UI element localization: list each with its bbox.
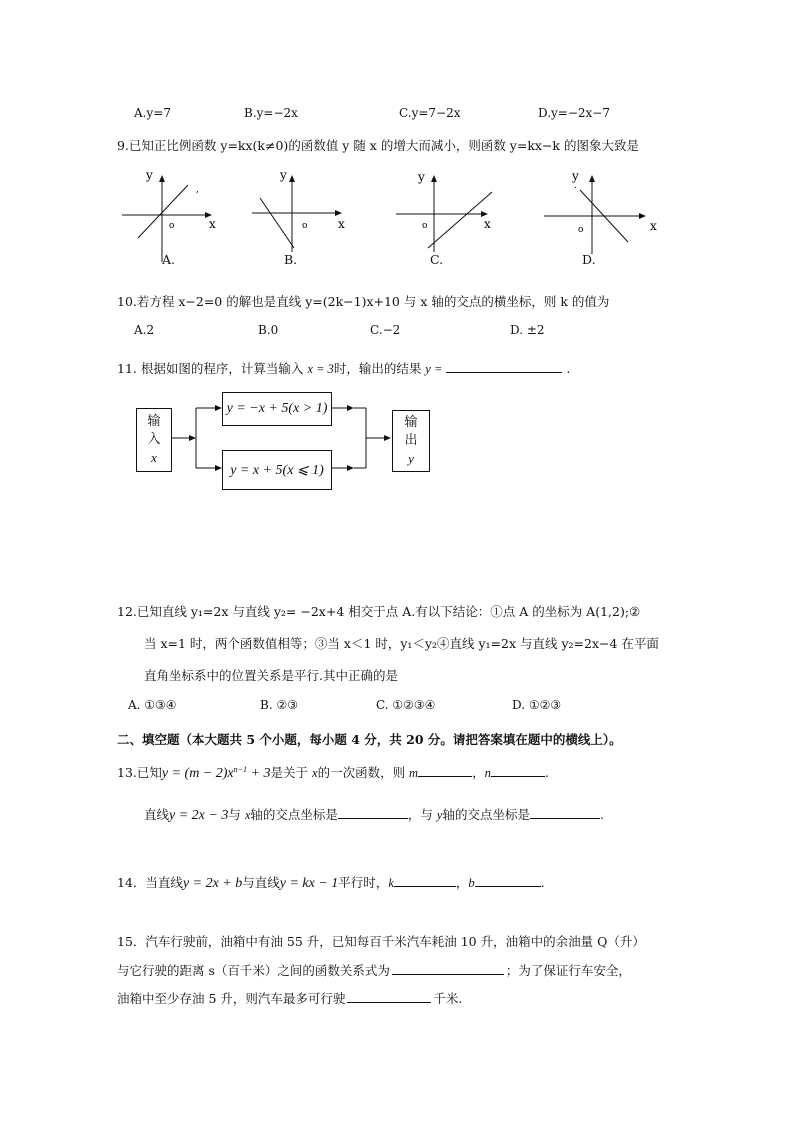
graph-d-x-label: x — [650, 219, 657, 233]
q12-line2: 当 x=1 时，两个函数值相等；③当 x＜1 时，y₁＜y₂④直线 y₁=2x 与直线 y₂=2x−4 在平面 — [144, 636, 659, 651]
q8-option-a: A.y=7 — [134, 106, 171, 120]
graph-a-label: A. — [162, 252, 176, 267]
q12-option-a: A. ①③④ — [128, 698, 177, 712]
q12-line3: 直角坐标系中的位置关系是平行.其中正确的是 — [144, 668, 398, 683]
graph-a-origin: o — [169, 221, 175, 231]
graph-c-origin: o — [422, 221, 428, 231]
q14-b-blank[interactable] — [475, 872, 541, 887]
q12-option-b: B. ②③ — [260, 698, 298, 712]
q13-line2: 直线y = 2x − 3与 x轴的交点坐标是 ，与 y轴的交点坐标是 . — [144, 804, 604, 824]
flow-formula-top: y = −x + 5(x > 1) — [222, 392, 332, 426]
graph-c-label: C. — [430, 252, 444, 267]
graph-b-x-label: x — [338, 217, 345, 231]
q13-x-intercept-blank[interactable] — [338, 804, 408, 819]
q15-function-blank[interactable] — [392, 960, 504, 975]
q12-option-d: D. ①②③ — [512, 698, 562, 712]
graph-d-y-label: y — [572, 170, 579, 183]
flow-formula-bottom: y = x + 5(x ⩽ 1) — [222, 450, 332, 490]
svg-text:,: , — [196, 185, 199, 195]
graph-a-y-label: y — [146, 170, 153, 182]
q11-answer-blank[interactable] — [446, 358, 562, 373]
section-2-heading: 二、填空题（本大题共 5 个小题，每小题 4 分，共 20 分。请把答案填在题中的横线上）。 — [117, 732, 622, 747]
q15-distance-blank[interactable] — [347, 988, 431, 1003]
q13-n-blank[interactable] — [491, 762, 545, 777]
flow-output-box: 输 出 y — [392, 410, 430, 472]
q10-option-d: D. ±2 — [510, 323, 545, 337]
graph-d-origin: o — [578, 225, 584, 235]
graph-a-x-label: x — [209, 217, 216, 231]
graph-d — [542, 170, 662, 270]
graph-c-y-label: y — [418, 170, 425, 184]
q15-line2: 与它行驶的距离 s（百千米）之间的函数关系式为 ；为了保证行车安全， — [117, 960, 631, 979]
graph-b-origin: o — [302, 221, 308, 231]
svg-text:.: . — [574, 181, 577, 191]
graph-d-label: D. — [582, 252, 596, 267]
q14-k-blank[interactable] — [394, 872, 456, 887]
q15-line3: 油箱中至少存油 5 升，则汽车最多可行驶 千米. — [117, 988, 462, 1007]
q8-option-b: B.y=−2x — [244, 106, 298, 120]
graph-c-x-label: x — [484, 217, 491, 231]
q8-option-d: D.y=−2x−7 — [538, 106, 610, 120]
q10-option-c: C.−2 — [370, 323, 401, 337]
q10-text: 10.若方程 x−2=0 的解也是直线 y=(2k−1)x+10 与 x 轴的交点的横坐标，则 k 的值为 — [117, 294, 610, 309]
q14-text: 14．当直线y = 2x + b与直线y = kx − 1平行时，k ，b . — [117, 872, 545, 892]
graph-c — [394, 170, 504, 270]
q13-m-blank[interactable] — [418, 762, 472, 777]
q11-text: 11. 根据如图的程序，计算当输入 x = 3时，输出的结果 y = . — [117, 358, 570, 377]
q12-option-c: C. ①②③④ — [376, 698, 436, 712]
q13-y-intercept-blank[interactable] — [530, 804, 600, 819]
q10-option-a: A.2 — [134, 323, 155, 337]
q13-line1: 13.已知$y = (m - 2)x^{n-1} + 3$是关于 x的一次函数，则 m ，n . — [117, 762, 549, 782]
flow-arrows — [172, 392, 394, 492]
q9-text: 9.已知正比例函数 y=kx(k≠0)的函数值 y 随 x 的增大而减小，则函数 y=kx−k 的图象大致是 — [117, 138, 639, 153]
q8-option-c: C.y=7−2x — [399, 106, 461, 120]
graph-b — [250, 170, 350, 270]
graph-b-y-label: y — [280, 170, 287, 182]
q12-line1: 12.已知直线 y₁=2x 与直线 y₂= −2x+4 相交于点 A.有以下结论：①点 A 的坐标为 A(1,2);② — [117, 604, 641, 619]
graph-b-label: B. — [284, 252, 298, 267]
flow-input-box: 输 入 x — [136, 408, 172, 472]
q15-line1: 15．汽车行驶前，油箱中有油 55 升，已知每百千米汽车耗油 10 升，油箱中的余油量 Q（升） — [117, 934, 645, 949]
q10-option-b: B.0 — [258, 323, 279, 337]
